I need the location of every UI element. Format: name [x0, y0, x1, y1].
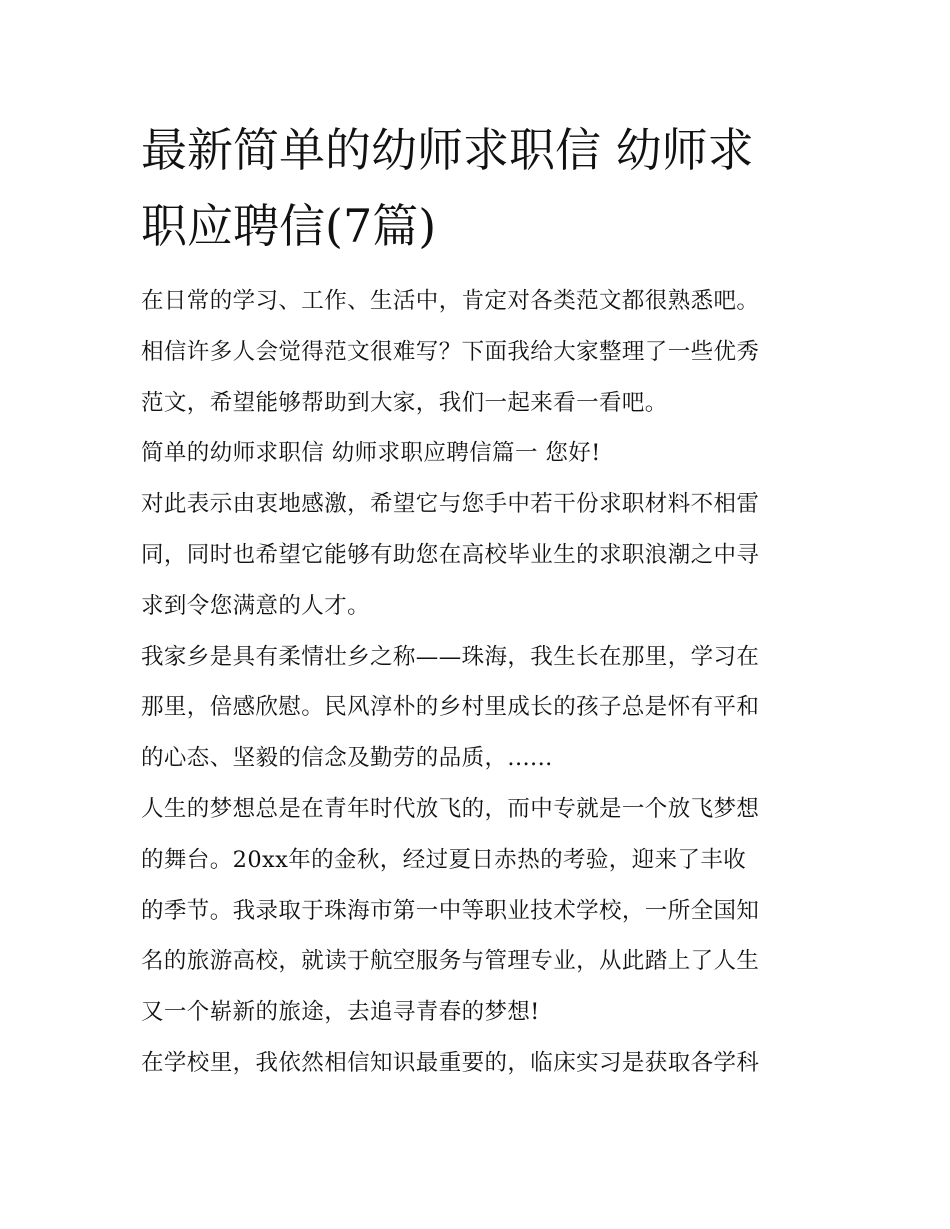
- body-line: 人生的梦想总是在青年时代放飞的，而中专就是一个放飞梦想: [141, 795, 760, 822]
- body-line: 名的旅游高校，就读于航空服务与管理专业，从此踏上了人生: [141, 948, 760, 975]
- body-line: 对此表示由衷地感激，希望它与您手中若干份求职材料不相雷: [141, 491, 760, 518]
- body-line: 求到令您满意的人才。: [141, 592, 371, 619]
- body-line: 我家乡是具有柔情壮乡之称——珠海，我生长在那里，学习在: [141, 643, 760, 670]
- title-line: 最新简单的幼师求职信 幼师求: [141, 123, 754, 177]
- document-title: [141, 112, 821, 264]
- body-line: 的季节。我录取于珠海市第一中等职业技术学校，一所全国知: [141, 897, 760, 924]
- body-line: 那里，倍感欣慰。民风淳朴的乡村里成长的孩子总是怀有平和: [141, 694, 760, 721]
- body-line: 同，同时也希望它能够有助您在高校毕业生的求职浪潮之中寻: [141, 541, 760, 568]
- body-line: 的舞台。20xx年的金秋，经过夏日赤热的考验，迎来了丰收: [141, 846, 747, 873]
- title-line: 职应聘信(7篇): [141, 199, 437, 253]
- body-line: 的心态、坚毅的信念及勤劳的品质，......: [141, 745, 553, 772]
- body-line: 在学校里，我依然相信知识最重要的，临床实习是获取各学科: [141, 1049, 760, 1076]
- body-line: 范文，希望能够帮助到大家，我们一起来看一看吧。: [141, 389, 668, 416]
- body-line: 相信许多人会觉得范文很难写？下面我给大家整理了一些优秀: [141, 338, 760, 365]
- document-body: [141, 279, 821, 1092]
- body-line: 在日常的学习、工作、生活中，肯定对各类范文都很熟悉吧。: [141, 288, 760, 314]
- body-line: 简单的幼师求职信 幼师求职应聘信篇一 您好!: [141, 440, 601, 467]
- body-line: 又一个崭新的旅途，去追寻青春的梦想!: [141, 999, 540, 1026]
